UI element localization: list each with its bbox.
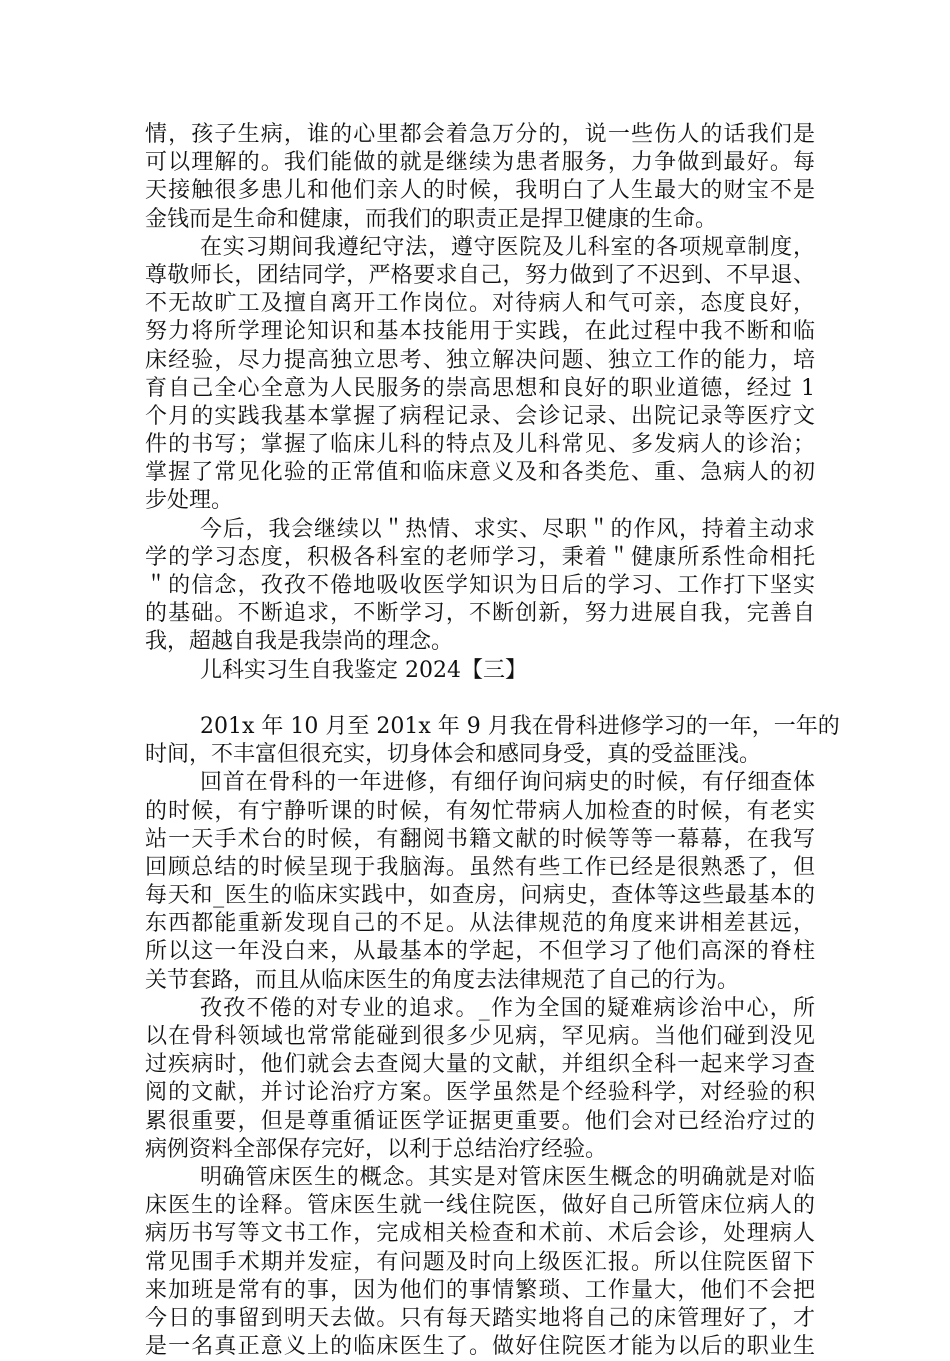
text-line: 件的书写；掌握了临床儿科的特点及儿科常见、多发病人的诊治； <box>145 432 815 458</box>
paragraph-start-line: 在实习期间我遵纪守法，遵守医院及儿科室的各项规章制度， <box>200 234 815 260</box>
blank-line <box>145 685 815 713</box>
text-line: 以在骨科领域也常常能碰到很多少见病，罕见病。当他们碰到没见 <box>145 1024 815 1049</box>
paragraph-start-line: 明确管床医生的概念。其实是对管床医生概念的明确就是对临 <box>200 1164 815 1190</box>
text-line: 站一天手术台的时候，有翻阅书籍文献的时候等等一幕幕，在我写 <box>145 826 815 852</box>
text-line: 病历书写等文书工作，完成相关检查和术前、术后会诊，处理病人 <box>145 1221 815 1247</box>
text-line: 所以这一年没白来，从最基本的学起，不但学习了他们高深的脊柱 <box>145 939 815 965</box>
text-line: 累很重要，但是尊重循证医学证据更重要。他们会对已经治疗过的 <box>145 1108 815 1134</box>
paragraph-start-line: 今后，我会继续以＂热情、求实、尽职＂的作风，持着主动求 <box>200 516 815 542</box>
text-line: 来加班是常有的事，因为他们的事情繁琐、工作量大，他们不会把 <box>145 1277 815 1303</box>
paragraph-start-line: 回首在骨科的一年进修，有细仔询问病史的时候，有仔细查体 <box>200 770 815 796</box>
text-line: 阅的文献，并讨论治疗方案。医学虽然是个经验科学，对经验的积 <box>145 1080 815 1106</box>
text-line: 尊敬师长，团结同学，严格要求自己，努力做到了不迟到、不早退、 <box>145 262 815 288</box>
document-body <box>145 121 840 1361</box>
text-line: 过疾病时，他们就会去查阅大量的文献，并组织全科一起来学习查 <box>145 1052 815 1078</box>
text-line: 个月的实践我基本掌握了病程记录、会诊记录、出院记录等医疗文 <box>145 403 815 429</box>
text-line: 金钱而是生命和健康，而我们的职责正是捍卫健康的生命。 <box>145 206 718 232</box>
paragraph-start-line: 201x 年 10 月至 201x 年 9 月我在骨科进修学习的一年，一年的 <box>200 713 840 739</box>
text-line: 床经验，尽力提高独立思考、独立解决问题、独立工作的能力，培 <box>145 347 815 373</box>
text-line: ＂的信念，孜孜不倦地吸收医学知识为日后的学习、工作打下坚实 <box>145 573 815 598</box>
text-line: 我，超越自我是我崇尚的理念。 <box>145 629 454 655</box>
text-line: 育自己全心全意为人民服务的崇高思想和良好的职业道德，经过 1 <box>145 375 815 401</box>
text-line: 步处理。 <box>145 488 234 514</box>
text-line: 掌握了常见化验的正常值和临床意义及和各类危、重、急病人的初 <box>145 460 815 486</box>
text-line: 天接触很多患儿和他们亲人的时候，我明白了人生最大的财宝不是 <box>145 178 815 204</box>
text-line: 情，孩子生病，谁的心里都会着急万分的，说一些伤人的话我们是 <box>145 122 815 147</box>
text-line: 的基础。不断追求，不断学习，不断创新，努力进展自我，完善自 <box>145 601 815 627</box>
text-line: 回顾总结的时候呈现于我脑海。虽然有些工作已经是很熟悉了，但 <box>145 854 815 880</box>
text-line: 病例资料全部保存完好，以利于总结治疗经验。 <box>145 1136 608 1162</box>
section-heading: 儿科实习生自我鉴定 2024【三】 <box>200 657 527 683</box>
text-line: 时间，不丰富但很充实，切身体会和感同身受，真的受益匪浅。 <box>145 742 762 768</box>
text-line: 每天和_医生的临床实践中，如查房，问病史，查体等这些最基本的 <box>145 883 815 909</box>
text-line: 学的学习态度，积极各科室的老师学习，秉着＂健康所系性命相托 <box>145 544 815 570</box>
text-line: 床医生的诠释。管床医生就一线住院医，做好自己所管床位病人的 <box>145 1193 815 1219</box>
text-line: 的时候，有宁静听课的时候，有匆忙带病人加检查的时候，有老实 <box>145 798 815 824</box>
text-line: 不无故旷工及擅自离开工作岗位。对待病人和气可亲，态度良好， <box>145 291 815 317</box>
text-line: 常见围手术期并发症，有问题及时向上级医汇报。所以住院医留下 <box>145 1249 815 1275</box>
text-line: 今日的事留到明天去做。只有每天踏实地将自己的床管理好了，才 <box>145 1305 815 1331</box>
text-line: 可以理解的。我们能做的就是继续为患者服务，力争做到最好。每 <box>145 150 815 176</box>
text-line: 努力将所学理论知识和基本技能用于实践，在此过程中我不断和临 <box>145 319 815 345</box>
text-line: 是一名真正意义上的临床医生了。做好住院医才能为以后的职业生 <box>145 1334 815 1360</box>
text-line: 东西都能重新发现自己的不足。从法律规范的角度来讲相差甚远， <box>145 911 815 937</box>
paragraph-start-line: 孜孜不倦的对专业的追求。_作为全国的疑难病诊治中心，所 <box>200 995 815 1021</box>
text-line: 关节套路，而且从临床医生的角度去法律规范了自己的行为。 <box>145 967 740 993</box>
